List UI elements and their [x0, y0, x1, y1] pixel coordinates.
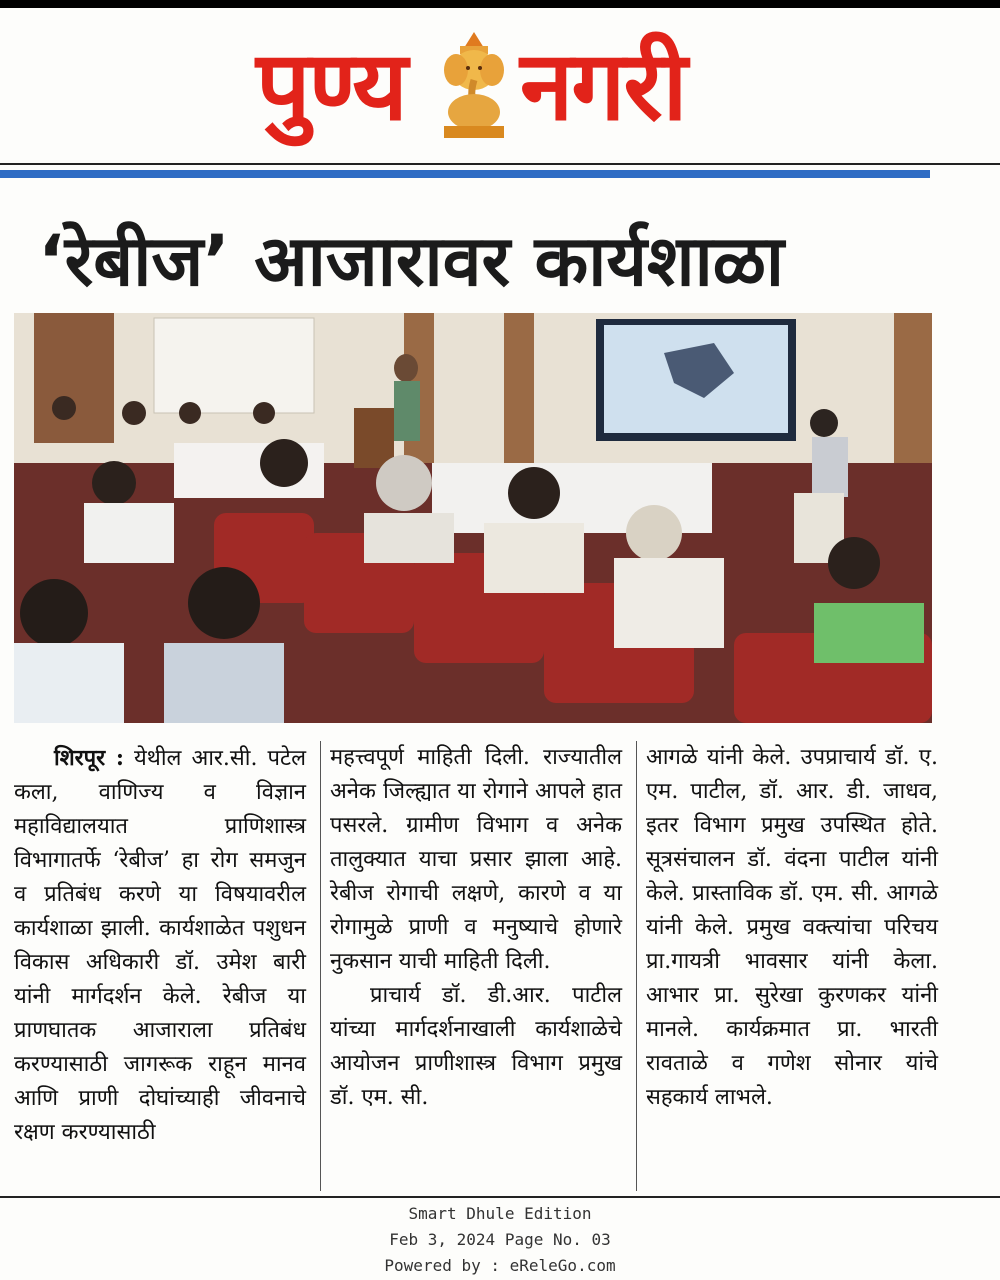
- edition-name: Smart Dhule Edition: [408, 1204, 592, 1223]
- masthead-accent-rule: [0, 170, 930, 178]
- ganesha-logo-icon: [432, 30, 516, 142]
- masthead-title-left: पुण्य: [256, 30, 406, 142]
- masthead: [0, 8, 1000, 168]
- article-column-2-para-1: महत्त्वपूर्ण माहिती दिली. राज्यातील अनेक जिल्ह्यात या रोगाने आपले हात पसरले. ग्रामीण विभाग व अनेक तालुक्यात याचा प्रसार झाला आहे. रेबीज रोगाची लक्षणे, कारणे व या रोगामुळे प्राणी व मनुष्याचे होणारे नुकसान याची माहिती दिली.: [330, 745, 622, 974]
- article-column-3-text: आगळे यांनी केले. उपप्राचार्य डॉ. ए. एम. पाटील, डॉ. आर. डी. जाधव, इतर विभाग प्रमुख उपस्थित होते. सूत्रसंचालन डॉ. वंदना पाटील यांनी केले. प्रास्ताविक डॉ. एम. सी. आगळे यांनी केले. प्रमुख वक्त्यांचा परिचय प्रा.गायत्री भावसार यांनी केला. आभार प्रा. सुरेखा कुरणकर यांनी मानले. कार्यक्रमात प्रा. भारती रावताळे व गणेश सोनार यांचे सहकार्य लाभले.: [646, 745, 938, 1110]
- edition-footer: [0, 1201, 1000, 1279]
- newspaper-page: [0, 8, 1000, 1280]
- article-column-1: [14, 741, 306, 1150]
- article-headline: ‘रेबीज’ आजारावर कार्यशाळा: [38, 220, 785, 302]
- edition-date-page: Feb 3, 2024 Page No. 03: [389, 1230, 611, 1249]
- article-column-2-para-2: प्राचार्य डॉ. डी.आर. पाटील यांच्या मार्गदर्शनाखाली कार्यशाळेचे आयोजन प्राणीशास्त्र विभाग प्रमुख डॉ. एम. सी.: [330, 983, 622, 1110]
- footer-rule: [0, 1196, 1000, 1198]
- column-divider: [320, 741, 321, 1191]
- article-column-3: [646, 741, 938, 1115]
- powered-by: Powered by : eReleGo.com: [384, 1256, 616, 1275]
- column-divider: [636, 741, 637, 1191]
- article-column-2: [330, 741, 622, 1115]
- masthead-rule: [0, 163, 1000, 165]
- masthead-title-right: नगरी: [520, 30, 686, 142]
- workshop-photo: [14, 313, 932, 723]
- article-column-1-text: येथील आर.सी. पटेल कला, वाणिज्य व विज्ञान महाविद्यालयात प्राणिशास्त्र विभागातर्फे ‘रेबीज’ हा रोग समजुन व प्रतिबंध करणे या विषयावरील कार्यशाळा झाली. कार्यशाळेत पशुधन विकास अधिकारी डॉ. उमेश बारी यांनी मार्गदर्शन केले. रेबीज या प्राणघातक आजाराला प्रतिबंध करण्यासाठी जागरूक राहून मानव आणि प्राणी दोघांच्याही जीवनाचे रक्षण करण्यासाठी: [14, 746, 307, 1145]
- article-dateline: शिरपूर :: [54, 745, 124, 771]
